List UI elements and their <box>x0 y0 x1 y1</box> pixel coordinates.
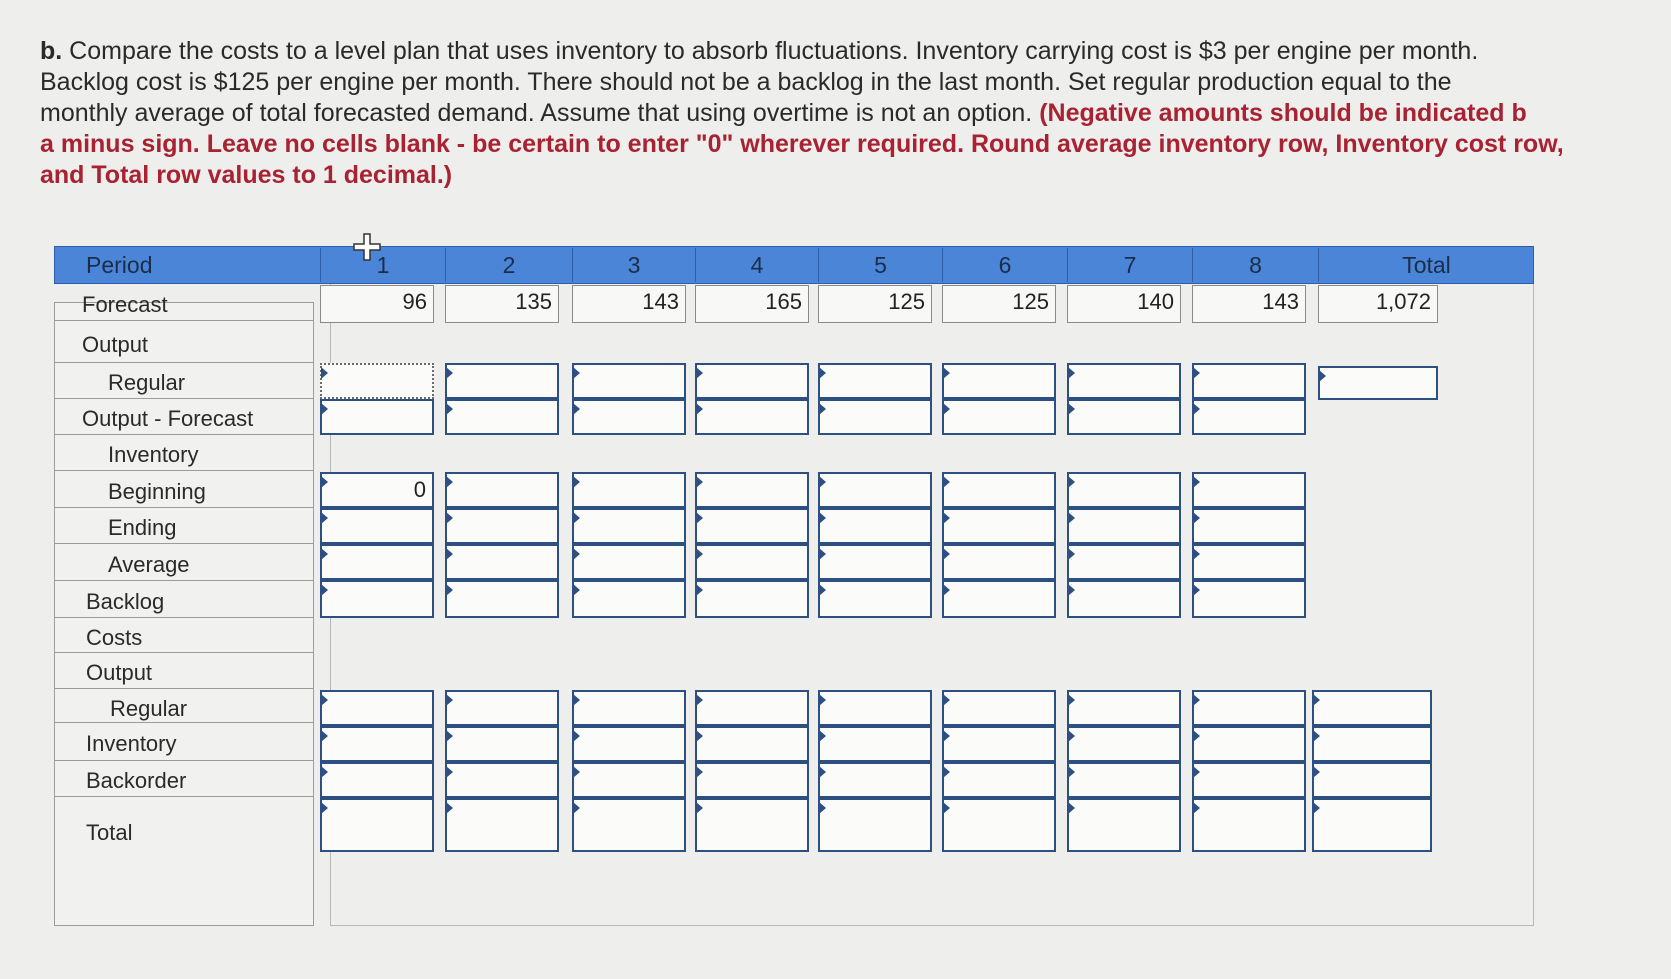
beginning-input-p6[interactable] <box>942 472 1056 508</box>
ending-input-p5[interactable] <box>818 508 932 544</box>
input-marker-icon <box>1068 802 1075 814</box>
inventory-cost-input-p8[interactable] <box>1192 726 1306 762</box>
input-marker-icon <box>1313 766 1320 778</box>
average-input-p8[interactable] <box>1192 544 1306 580</box>
regular-input-p4[interactable] <box>695 363 809 399</box>
backlog-input-p6[interactable] <box>942 580 1056 618</box>
backorder-cost-input-p2[interactable] <box>445 762 559 798</box>
input-marker-icon <box>819 584 826 596</box>
average-input-p6[interactable] <box>942 544 1056 580</box>
input-marker-icon <box>446 584 453 596</box>
output-forecast-input-p8[interactable] <box>1192 399 1306 435</box>
input-marker-icon <box>1313 802 1320 814</box>
forecast-value-p4: 165 <box>695 285 809 323</box>
input-marker-icon <box>321 730 328 742</box>
input-marker-icon <box>943 548 950 560</box>
input-marker-icon <box>1313 694 1320 706</box>
label-divider <box>54 652 314 653</box>
total-cost-input-p3[interactable] <box>572 798 686 852</box>
input-marker-icon <box>446 512 453 524</box>
input-marker-icon <box>573 584 580 596</box>
input-marker-icon <box>1193 802 1200 814</box>
input-marker-icon <box>321 694 328 706</box>
backlog-input-p1[interactable] <box>320 580 434 618</box>
forecast-value-p6: 125 <box>942 285 1056 323</box>
row-label-backorder: Backorder <box>86 768 187 793</box>
regular-cost-input-p8[interactable] <box>1192 690 1306 726</box>
output-forecast-input-p1[interactable] <box>320 399 434 435</box>
total-cost-input-p8[interactable] <box>1192 798 1306 852</box>
input-marker-icon <box>573 766 580 778</box>
backlog-input-p5[interactable] <box>818 580 932 618</box>
backorder-cost-input-p6[interactable] <box>942 762 1056 798</box>
row-label-total: Total <box>86 820 133 845</box>
input-marker-icon <box>1068 548 1075 560</box>
regular-input-p7[interactable] <box>1067 363 1181 399</box>
row-label-beginning: Beginning <box>108 479 206 504</box>
beginning-input-p7[interactable] <box>1067 472 1181 508</box>
input-marker-icon <box>573 367 580 379</box>
beginning-input-p8[interactable] <box>1192 472 1306 508</box>
label-divider <box>54 760 314 761</box>
header-period-8: 8 <box>1192 248 1318 282</box>
input-marker-icon <box>1193 512 1200 524</box>
input-marker-icon <box>696 584 703 596</box>
input-marker-icon <box>1068 403 1075 415</box>
input-marker-icon <box>943 730 950 742</box>
label-divider <box>54 543 314 544</box>
total-cost-input-p1[interactable] <box>320 798 434 852</box>
row-label-ending: Ending <box>108 515 177 540</box>
backorder-cost-input-p5[interactable] <box>818 762 932 798</box>
part-label: b. <box>40 37 63 65</box>
input-marker-icon <box>1068 694 1075 706</box>
input-marker-icon <box>819 403 826 415</box>
input-marker-icon <box>943 367 950 379</box>
regular-input-p6[interactable] <box>942 363 1056 399</box>
ending-input-p7[interactable] <box>1067 508 1181 544</box>
header-period-7: 7 <box>1067 248 1192 282</box>
output-forecast-input-p7[interactable] <box>1067 399 1181 435</box>
input-marker-icon <box>446 476 453 488</box>
row-label-inventory: Inventory <box>108 442 199 467</box>
ending-input-p3[interactable] <box>572 508 686 544</box>
row-label-backlog: Backlog <box>86 589 165 614</box>
regular-cost-input-p5[interactable] <box>818 690 932 726</box>
label-divider <box>54 722 314 723</box>
input-marker-icon <box>1193 694 1200 706</box>
input-marker-icon <box>696 367 703 379</box>
regular-input-p5[interactable] <box>818 363 932 399</box>
input-marker-icon <box>696 766 703 778</box>
forecast-value-p2: 135 <box>445 285 559 323</box>
input-marker-icon <box>446 730 453 742</box>
header-period-6: 6 <box>942 248 1067 282</box>
backorder-cost-input-p1[interactable] <box>320 762 434 798</box>
input-marker-icon <box>573 694 580 706</box>
input-marker-icon <box>321 766 328 778</box>
input-marker-icon <box>321 548 328 560</box>
input-marker-icon <box>321 802 328 814</box>
instructions <box>40 36 1665 191</box>
regular-total-input[interactable] <box>1318 366 1438 400</box>
backorder-cost-input-p8[interactable] <box>1192 762 1306 798</box>
total-cost-input-p4[interactable] <box>695 798 809 852</box>
total-cost-input-total[interactable] <box>1312 798 1432 852</box>
input-marker-icon <box>1193 367 1200 379</box>
row-label-costs: Costs <box>86 625 143 650</box>
backlog-input-p8[interactable] <box>1192 580 1306 618</box>
header-period-3: 3 <box>572 248 695 282</box>
instruction-line-3: monthly average of total forecasted demand. Assume that using overtime is not an option. (Negative amounts should be indicated b <box>40 99 1527 127</box>
regular-input-p3[interactable] <box>572 363 686 399</box>
ending-input-p4[interactable] <box>695 508 809 544</box>
label-divider <box>54 470 314 471</box>
input-marker-icon <box>1193 548 1200 560</box>
beginning-input-p1[interactable]: 0 <box>320 472 434 508</box>
input-marker-icon <box>446 766 453 778</box>
row-label-costs-inventory: Inventory <box>86 731 177 756</box>
backorder-cost-input-p7[interactable] <box>1067 762 1181 798</box>
input-marker-icon <box>943 512 950 524</box>
total-cost-input-p5[interactable] <box>818 798 932 852</box>
backlog-input-p2[interactable] <box>445 580 559 618</box>
inventory-cost-input-p4[interactable] <box>695 726 809 762</box>
input-marker-icon <box>696 403 703 415</box>
row-label-output-forecast: Output - Forecast <box>82 406 254 431</box>
input-marker-icon <box>321 512 328 524</box>
input-marker-icon <box>1068 512 1075 524</box>
regular-cost-input-p6[interactable] <box>942 690 1056 726</box>
regular-cost-input-p1[interactable] <box>320 690 434 726</box>
input-marker-icon <box>1313 730 1320 742</box>
label-divider <box>54 688 314 689</box>
output-forecast-input-p6[interactable] <box>942 399 1056 435</box>
total-cost-input-p2[interactable] <box>445 798 559 852</box>
label-divider <box>54 320 314 321</box>
backorder-cost-input-p3[interactable] <box>572 762 686 798</box>
input-marker-icon <box>1193 766 1200 778</box>
input-marker-icon <box>1068 476 1075 488</box>
input-marker-icon <box>446 367 453 379</box>
instruction-line-1: b. Compare the costs to a level plan that uses inventory to absorb fluctuations. Inventory carrying cost is $3 per engine per month. <box>40 37 1479 65</box>
beginning-input-p5[interactable] <box>818 472 932 508</box>
input-marker-icon <box>696 548 703 560</box>
input-marker-icon <box>1319 370 1326 382</box>
input-marker-icon <box>819 730 826 742</box>
move-cursor-icon <box>352 232 382 262</box>
input-marker-icon <box>1193 403 1200 415</box>
label-divider <box>54 796 314 797</box>
input-marker-icon <box>446 403 453 415</box>
input-marker-icon <box>321 367 328 379</box>
header-period-5: 5 <box>818 248 942 282</box>
instruction-line-2: Backlog cost is $125 per engine per month. There should not be a backlog in the last month. Set regular production equal to the <box>40 68 1452 96</box>
regular-input-p8[interactable] <box>1192 363 1306 399</box>
header-period-1: 1 <box>320 248 445 282</box>
input-marker-icon <box>819 694 826 706</box>
total-cost-input-p6[interactable] <box>942 798 1056 852</box>
average-input-p3[interactable] <box>572 544 686 580</box>
input-marker-icon <box>321 584 328 596</box>
input-marker-icon <box>446 694 453 706</box>
average-input-p2[interactable] <box>445 544 559 580</box>
input-marker-icon <box>819 367 826 379</box>
input-marker-icon <box>321 476 328 488</box>
input-marker-icon <box>943 694 950 706</box>
inventory-cost-input-p7[interactable] <box>1067 726 1181 762</box>
input-marker-icon <box>696 730 703 742</box>
label-divider <box>54 362 314 363</box>
ending-input-p8[interactable] <box>1192 508 1306 544</box>
input-marker-icon <box>819 766 826 778</box>
input-marker-icon <box>943 584 950 596</box>
header-period-2: 2 <box>445 248 572 282</box>
output-forecast-input-p5[interactable] <box>818 399 932 435</box>
forecast-value-p7: 140 <box>1067 285 1181 323</box>
input-marker-icon <box>573 476 580 488</box>
inventory-cost-input-total[interactable] <box>1312 726 1432 762</box>
beginning-input-p3[interactable] <box>572 472 686 508</box>
average-input-p4[interactable] <box>695 544 809 580</box>
row-label-costs-output: Output <box>86 660 153 685</box>
regular-cost-input-total[interactable] <box>1312 690 1432 726</box>
row-label-forecast: Forecast <box>82 292 168 317</box>
output-forecast-input-p2[interactable] <box>445 399 559 435</box>
header-period-4: 4 <box>695 248 818 282</box>
forecast-value-p1: 96 <box>320 285 434 323</box>
output-forecast-input-p4[interactable] <box>695 399 809 435</box>
input-marker-icon <box>1068 367 1075 379</box>
beginning-input-p2[interactable] <box>445 472 559 508</box>
inventory-cost-input-p5[interactable] <box>818 726 932 762</box>
forecast-value-p8: 143 <box>1192 285 1306 323</box>
forecast-total: 1,072 <box>1318 285 1438 323</box>
inventory-cost-input-p1[interactable] <box>320 726 434 762</box>
input-marker-icon <box>1193 730 1200 742</box>
regular-input-p2[interactable] <box>445 363 559 399</box>
label-divider <box>54 617 314 618</box>
regular-input-p1[interactable] <box>320 363 434 399</box>
backlog-input-p3[interactable] <box>572 580 686 618</box>
input-marker-icon <box>819 548 826 560</box>
input-marker-icon <box>573 730 580 742</box>
average-input-p1[interactable] <box>320 544 434 580</box>
input-marker-icon <box>819 802 826 814</box>
row-label-average: Average <box>108 552 190 577</box>
total-cost-input-p7[interactable] <box>1067 798 1181 852</box>
input-marker-icon <box>1068 766 1075 778</box>
output-forecast-input-p3[interactable] <box>572 399 686 435</box>
instruction-line-4: a minus sign. Leave no cells blank - be certain to enter "0" wherever required. Round average inventory row, Inventory cost row, <box>40 130 1564 158</box>
input-marker-icon <box>446 802 453 814</box>
input-marker-icon <box>573 512 580 524</box>
average-input-p5[interactable] <box>818 544 932 580</box>
input-marker-icon <box>696 802 703 814</box>
input-marker-icon <box>573 548 580 560</box>
regular-cost-input-p7[interactable] <box>1067 690 1181 726</box>
input-marker-icon <box>1068 584 1075 596</box>
input-marker-icon <box>819 512 826 524</box>
beginning-input-p4[interactable] <box>695 472 809 508</box>
input-marker-icon <box>696 694 703 706</box>
average-input-p7[interactable] <box>1067 544 1181 580</box>
input-marker-icon <box>696 512 703 524</box>
input-marker-icon <box>1068 730 1075 742</box>
backlog-input-p4[interactable] <box>695 580 809 618</box>
label-divider <box>54 580 314 581</box>
input-marker-icon <box>321 403 328 415</box>
input-marker-icon <box>943 802 950 814</box>
input-marker-icon <box>819 476 826 488</box>
forecast-value-p5: 125 <box>818 285 932 323</box>
instruction-line-5: and Total row values to 1 decimal.) <box>40 161 453 189</box>
header-total: Total <box>1318 248 1534 282</box>
regular-cost-input-p3[interactable] <box>572 690 686 726</box>
input-marker-icon <box>696 476 703 488</box>
input-marker-icon <box>1193 584 1200 596</box>
ending-input-p2[interactable] <box>445 508 559 544</box>
input-marker-icon <box>573 802 580 814</box>
inventory-cost-input-p2[interactable] <box>445 726 559 762</box>
ending-input-p1[interactable] <box>320 508 434 544</box>
backorder-cost-input-p4[interactable] <box>695 762 809 798</box>
input-marker-icon <box>446 548 453 560</box>
label-divider <box>54 398 314 399</box>
regular-cost-input-p2[interactable] <box>445 690 559 726</box>
header-period: Period <box>86 252 153 278</box>
input-marker-icon <box>943 766 950 778</box>
backlog-input-p7[interactable] <box>1067 580 1181 618</box>
input-marker-icon <box>943 403 950 415</box>
ending-input-p6[interactable] <box>942 508 1056 544</box>
row-label-regular: Regular <box>108 370 186 395</box>
input-marker-icon <box>573 403 580 415</box>
inventory-cost-input-p3[interactable] <box>572 726 686 762</box>
input-marker-icon <box>1193 476 1200 488</box>
forecast-value-p3: 143 <box>572 285 686 323</box>
input-marker-icon <box>943 476 950 488</box>
label-divider <box>54 507 314 508</box>
row-label-output: Output <box>82 332 149 357</box>
regular-cost-input-p4[interactable] <box>695 690 809 726</box>
backorder-cost-input-total[interactable] <box>1312 762 1432 798</box>
inventory-cost-input-p6[interactable] <box>942 726 1056 762</box>
label-divider <box>54 434 314 435</box>
row-label-costs-regular: Regular <box>110 696 188 721</box>
